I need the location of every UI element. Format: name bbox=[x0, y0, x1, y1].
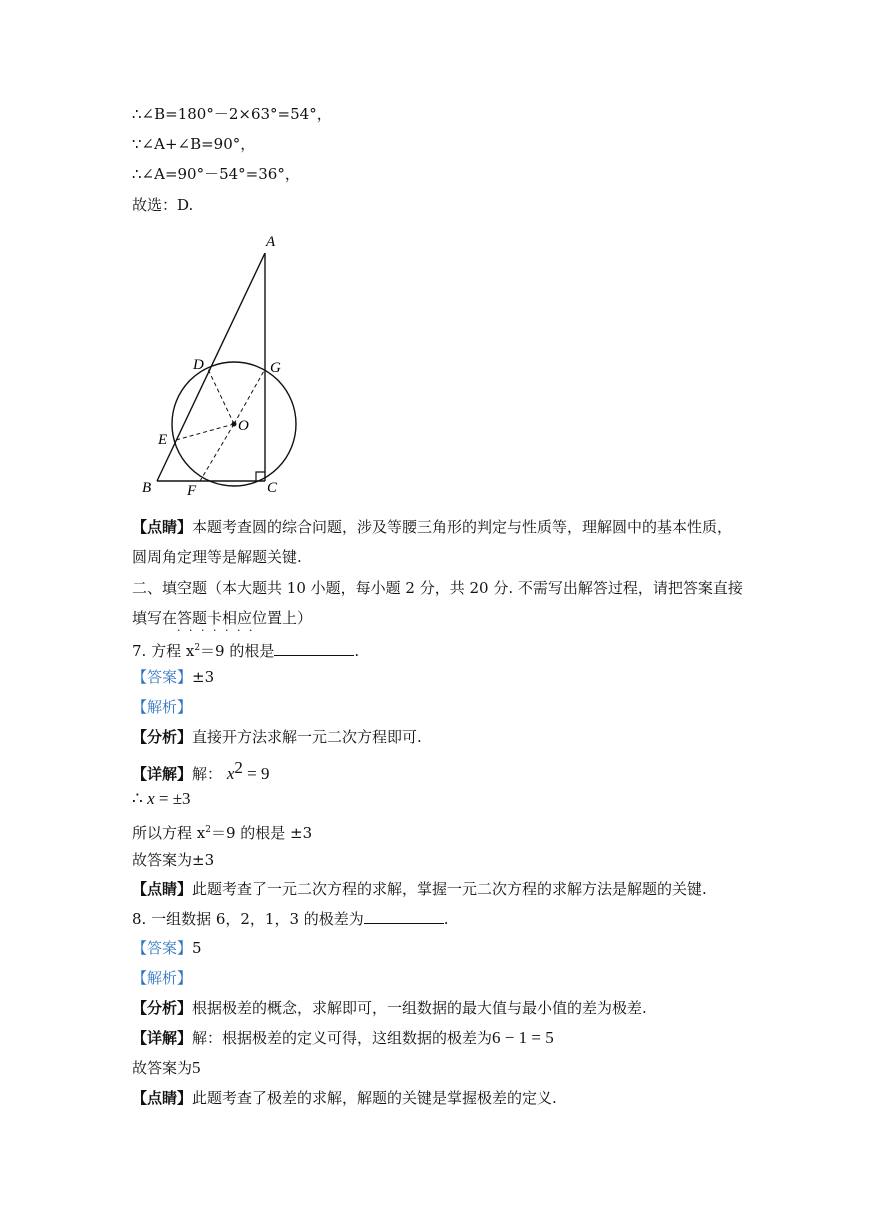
label-f: F bbox=[187, 483, 197, 499]
fenxi-7 bbox=[132, 727, 422, 747]
detail-8 bbox=[132, 1028, 554, 1048]
fenxi-text: 根据极差的概念，求解即可，一组数据的最大值与最小值的差为极差. bbox=[192, 999, 647, 1017]
heading-text-c: 上） bbox=[282, 609, 313, 627]
comment-text: 此题考查了极差的求解，解题的关键是掌握极差的定义. bbox=[192, 1089, 557, 1107]
so-text-a: 所以方程 x bbox=[132, 824, 206, 842]
line-angle-b: ∴∠B=180°－2×63°=54°， bbox=[132, 105, 332, 123]
comment-tag: 【点睛】 bbox=[132, 1089, 193, 1107]
label-e: E bbox=[158, 432, 168, 448]
detail-eq: = 9 bbox=[242, 764, 270, 783]
therefore-symbol: ∴ bbox=[132, 789, 148, 808]
q7-text-b: ＝9 的根是 bbox=[200, 642, 275, 660]
q8-blank bbox=[364, 909, 444, 924]
q7-sup: 2 bbox=[194, 643, 201, 653]
answer-8 bbox=[132, 938, 202, 958]
fenxi-text: 直接开方法求解一元二次方程即可. bbox=[192, 728, 422, 746]
result-7: 故答案为±3 bbox=[132, 851, 215, 869]
q8-text: 8. 一组数据 6，2，1，3 的极差为 bbox=[132, 910, 364, 928]
therefore-x: x bbox=[147, 789, 155, 808]
q8-period: . bbox=[443, 910, 449, 928]
detail-text: 解： bbox=[192, 765, 223, 783]
label-a: A bbox=[266, 234, 276, 250]
q7-text-a: 7. 方程 x bbox=[132, 642, 195, 660]
dashed-od bbox=[207, 367, 234, 424]
line-sum-angles: ∵∠A+∠B=90°， bbox=[132, 135, 256, 153]
geometry-figure bbox=[132, 226, 332, 501]
heading-text-a: 填写在 bbox=[132, 609, 178, 627]
fenxi-tag: 【分析】 bbox=[132, 728, 193, 746]
detail-sup: 2 bbox=[234, 758, 243, 777]
answer-value: 5 bbox=[192, 939, 202, 957]
comment-tag: 【点睛】 bbox=[132, 518, 193, 536]
line-choice: 故选：D. bbox=[132, 196, 194, 214]
question-8 bbox=[132, 909, 449, 929]
comment-text: 本题考查圆的综合问题，涉及等腰三角形的判定与性质等，理解圆中的基本性质， bbox=[192, 518, 733, 536]
comment-tag: 【点睛】 bbox=[132, 880, 193, 898]
result-8 bbox=[132, 1058, 201, 1078]
dashed-og bbox=[234, 369, 265, 424]
detail-7 bbox=[132, 758, 269, 784]
detail-math: 6 − 1 = 5 bbox=[492, 1028, 554, 1047]
heading-emphasis: 答题卡相应位置 bbox=[177, 609, 283, 627]
comment-text: 此题考查了一元二次方程的求解，掌握一元二次方程的求解方法是解题的关键. bbox=[192, 880, 707, 898]
therefore-eq: = ±3 bbox=[154, 789, 191, 808]
answer-tag: 【答案】 bbox=[132, 668, 193, 686]
fenxi-tag: 【分析】 bbox=[132, 999, 193, 1017]
detail-tag: 【详解】 bbox=[132, 765, 193, 783]
question-7 bbox=[132, 638, 359, 661]
dashed-of bbox=[200, 424, 234, 481]
label-o: O bbox=[238, 418, 249, 434]
detail-text: 解：根据极差的定义可得，这组数据的极差为 bbox=[192, 1029, 493, 1047]
so-text-b: ＝9 的根是 ±3 bbox=[210, 824, 313, 842]
label-c: C bbox=[267, 480, 278, 496]
fenxi-8 bbox=[132, 998, 647, 1018]
emphasis-dots: ······· bbox=[177, 624, 261, 637]
section-heading-1: 二、填空题（本大题共 10 小题，每小题 2 分，共 20 分. 不需写出解答过程，请把答案直接 bbox=[132, 579, 743, 597]
answer-value: ±3 bbox=[192, 668, 215, 686]
comment-8 bbox=[132, 1088, 557, 1108]
analysis-8-tag: 【解析】 bbox=[132, 969, 193, 987]
analysis-7-tag: 【解析】 bbox=[132, 698, 193, 716]
detail-x: x bbox=[226, 764, 235, 783]
dashed-oe bbox=[176, 424, 234, 440]
detail-tag: 【详解】 bbox=[132, 1029, 193, 1047]
label-d: D bbox=[193, 357, 204, 373]
section-heading-2 bbox=[132, 608, 313, 637]
label-b: B bbox=[142, 480, 152, 496]
answer-7 bbox=[132, 667, 214, 687]
q7-blank bbox=[274, 641, 354, 656]
therefore-7 bbox=[132, 789, 191, 809]
q7-period: . bbox=[354, 642, 360, 660]
so-sup: 2 bbox=[205, 825, 211, 835]
comment-line-2: 圆周角定理等是解题关键. bbox=[132, 548, 302, 566]
answer-tag: 【答案】 bbox=[132, 939, 193, 957]
comment-line-1 bbox=[132, 517, 732, 537]
line-angle-a: ∴∠A=90°－54°=36°， bbox=[132, 165, 300, 183]
so-7 bbox=[132, 820, 312, 843]
result-text: 故答案为 bbox=[132, 1059, 193, 1077]
label-g: G bbox=[270, 360, 281, 376]
center-point-o bbox=[232, 422, 237, 427]
segment-ab bbox=[157, 253, 265, 481]
result-math: 5 bbox=[192, 1058, 201, 1077]
comment-7 bbox=[132, 879, 707, 899]
